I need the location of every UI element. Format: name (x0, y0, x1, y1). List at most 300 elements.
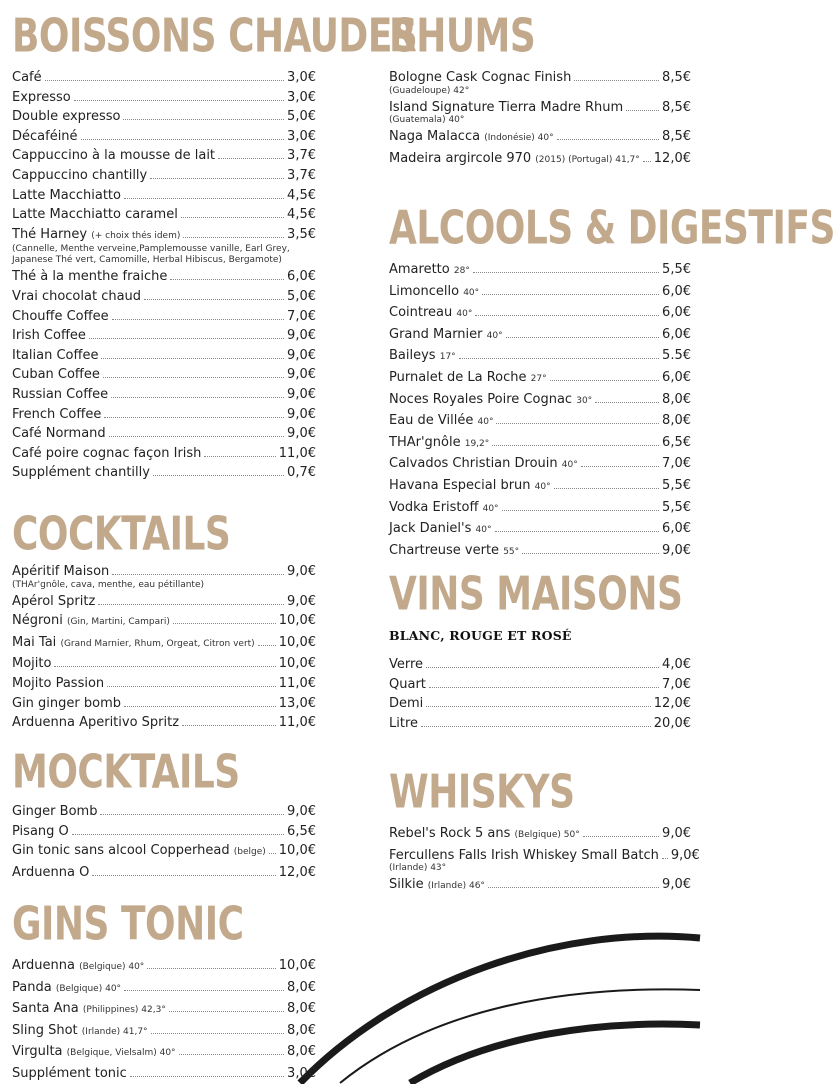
item-name-text: Noces Royales Poire Cognac (389, 391, 573, 407)
menu-item-row (389, 714, 691, 734)
dot-leader (183, 236, 284, 238)
item-name-text: Vodka Eristoff (389, 499, 479, 515)
item-name (389, 655, 423, 675)
item-price: 12,0€ (653, 696, 691, 712)
item-name-text: Pisang O (12, 823, 69, 839)
dot-leader (45, 79, 284, 81)
menu-item-row (12, 1064, 316, 1084)
item-name-text: Mojito (12, 656, 52, 672)
item-price: 3,7€ (287, 167, 316, 183)
item-name (12, 186, 121, 206)
dot-leader (429, 686, 659, 688)
menu-item-row (12, 267, 316, 287)
item-price: 3,7€ (287, 148, 316, 164)
menu-item-row (12, 365, 316, 385)
item-name (12, 287, 141, 307)
item-note: (Indonésie) 40° (484, 133, 554, 144)
dot-leader (473, 271, 659, 273)
dot-leader (100, 813, 284, 815)
menu-item-row (12, 978, 316, 1000)
menu-item-row (389, 875, 691, 897)
item-name (12, 822, 69, 842)
menu-item (12, 999, 316, 1021)
menu-item-row (12, 405, 316, 425)
item-price: 9,0€ (287, 347, 316, 363)
item-name (12, 424, 106, 444)
menu-item (389, 411, 691, 433)
menu-item (12, 346, 316, 366)
item-list (12, 802, 316, 882)
item-note: (Philippines) 42,3° (82, 1005, 166, 1016)
item-name (389, 824, 580, 846)
dot-leader (495, 530, 660, 532)
menu-item (389, 68, 691, 97)
item-name (389, 325, 503, 347)
item-name-text: Chouffe Coffee (12, 308, 109, 324)
menu-item (12, 822, 316, 842)
menu-item-row (389, 694, 691, 714)
item-price: 9,0€ (662, 877, 691, 893)
item-price: 8,0€ (287, 1044, 316, 1060)
menu-item (12, 713, 316, 733)
dot-leader (54, 665, 275, 667)
menu-item-row (12, 225, 316, 247)
item-name-text: Jack Daniel's (389, 521, 472, 537)
menu-item-row (12, 166, 316, 186)
menu-item-row (389, 390, 691, 412)
item-note: 40° (477, 417, 494, 428)
dot-leader (550, 379, 659, 381)
item-name-text: Virgulta (12, 1044, 63, 1060)
item-price: 8,0€ (287, 1022, 316, 1038)
item-price: 9,0€ (287, 328, 316, 344)
dot-leader (269, 852, 276, 854)
item-name-text: Havana Especial brun (389, 477, 531, 493)
item-name (389, 476, 551, 498)
menu-item (12, 674, 316, 694)
menu-item-row (389, 655, 691, 675)
menu-item (389, 541, 691, 563)
item-list (389, 260, 691, 562)
item-note: (Irlande) 41,7° (81, 1026, 148, 1037)
item-name (389, 411, 493, 433)
dot-leader (72, 833, 284, 835)
item-name (12, 694, 121, 714)
item-name-text: Négroni (12, 613, 63, 629)
dot-leader (124, 197, 284, 199)
item-name-text: Calvados Christian Drouin (389, 456, 558, 472)
item-price: 4,0€ (662, 657, 691, 672)
dot-leader (101, 357, 284, 359)
item-name (12, 1021, 148, 1043)
menu-item (12, 1021, 316, 1043)
item-price: 13,0€ (278, 695, 316, 711)
item-price: 6,0€ (287, 269, 316, 285)
item-name-text: Grand Marnier (389, 326, 483, 342)
item-name-text: Supplément tonic (12, 1065, 127, 1081)
section-title: WHISKYS (389, 766, 575, 819)
menu-item-row (12, 654, 316, 674)
menu-item (389, 875, 691, 897)
item-price: 5.5€ (662, 348, 691, 364)
dot-leader (107, 685, 276, 687)
item-name-text: Arduenna (12, 958, 75, 973)
item-name (389, 498, 499, 520)
dot-leader (496, 422, 659, 424)
menu-item (389, 846, 700, 875)
item-price: 11,0€ (278, 675, 316, 691)
menu-item-row (389, 303, 691, 325)
item-name-text: Décaféiné (12, 128, 78, 144)
dot-leader (111, 396, 284, 398)
item-name-text: Eau de Villée (389, 413, 474, 429)
item-price: 3,0€ (287, 89, 316, 105)
item-name (12, 978, 121, 1000)
item-note: 40° (486, 330, 503, 341)
menu-item-row (12, 1042, 316, 1064)
item-note: (+ choix thés idem) (91, 230, 181, 241)
item-name-text: Cappuccino à la mousse de lait (12, 148, 216, 164)
item-name (12, 633, 255, 655)
menu-item (12, 225, 316, 267)
menu-item-row (12, 205, 316, 225)
item-note: 27° (530, 373, 547, 384)
item-name (389, 675, 426, 695)
dot-leader (98, 603, 284, 605)
dot-leader (626, 109, 659, 111)
item-name-text: Gin tonic sans alcool Copperhead (12, 843, 230, 859)
item-name-text: Double expresso (12, 109, 121, 125)
menu-item-row (389, 411, 691, 433)
item-name-text: Limoncello (389, 283, 460, 299)
menu-item-row (389, 476, 691, 498)
item-name (389, 346, 456, 368)
menu-item (12, 592, 316, 612)
item-name (12, 365, 100, 385)
dot-leader (169, 1010, 284, 1012)
item-price: 11,0€ (278, 445, 316, 461)
item-note: (Gin, Martini, Campari) (66, 617, 170, 628)
item-name-text: Cuban Coffee (12, 367, 100, 383)
item-note: 55° (503, 546, 520, 557)
item-price: 8,0€ (662, 391, 691, 407)
item-name-text: Latte Macchiatto (12, 187, 121, 203)
item-name-text: Mojito Passion (12, 675, 105, 691)
menu-item-row (389, 541, 691, 563)
menu-item (389, 454, 691, 476)
item-name (389, 149, 640, 171)
menu-item (12, 841, 316, 863)
dot-leader (581, 465, 659, 467)
menu-item (389, 675, 691, 695)
menu-item (12, 956, 316, 978)
item-name (12, 841, 266, 863)
dot-leader (179, 1053, 284, 1055)
item-name-text: Gin ginger bomb (12, 695, 122, 711)
item-price: 5,5€ (662, 477, 691, 493)
item-note: (Belgique) 40° (79, 962, 145, 972)
item-price: 3,0€ (287, 1065, 316, 1081)
item-name (12, 225, 180, 247)
dot-leader (170, 278, 284, 280)
item-price: 11,0€ (278, 715, 316, 731)
menu-item-row (12, 592, 316, 612)
item-name-text: Apéritif Maison (12, 564, 110, 579)
item-name-text: Rebel's Rock 5 ans (389, 826, 511, 841)
item-note: (Irlande) 46° (427, 881, 485, 892)
item-name (389, 433, 489, 455)
dot-leader (475, 314, 659, 316)
menu-item-row (12, 611, 316, 633)
item-name (12, 205, 178, 225)
item-price: 10,0€ (278, 634, 316, 650)
menu-item-row (389, 127, 691, 149)
menu-item-row (389, 282, 691, 304)
dot-leader (130, 1075, 284, 1077)
item-price: 4,5€ (287, 207, 316, 223)
item-name-text: Ginger Bomb (12, 804, 98, 819)
menu-item (389, 433, 691, 455)
item-price: 8,5€ (662, 99, 691, 115)
item-price: 10,0€ (278, 613, 316, 629)
dot-leader (426, 705, 650, 707)
item-price: 4,5€ (287, 187, 316, 203)
item-name (12, 1064, 127, 1084)
item-price: 6,5€ (662, 434, 691, 450)
menu-item-row (389, 346, 691, 368)
dot-leader (595, 401, 659, 403)
item-note: 17° (439, 352, 456, 363)
section-cocktails (12, 508, 316, 733)
menu-item (389, 498, 691, 520)
menu-item (389, 476, 691, 498)
item-list (12, 68, 316, 483)
menu-item-row (389, 149, 691, 171)
dot-leader (204, 455, 275, 457)
item-price: 10,0€ (278, 958, 316, 973)
item-note: 40° (456, 309, 473, 320)
menu-item (12, 365, 316, 385)
item-price: 20,0€ (653, 715, 691, 731)
item-name (12, 999, 166, 1021)
menu-item-row (12, 326, 316, 346)
item-price: 9,0€ (287, 406, 316, 422)
item-name (389, 282, 479, 304)
item-name-text: Santa Ana (12, 1001, 79, 1017)
menu-item (12, 326, 316, 346)
item-price: 8,5€ (662, 70, 691, 85)
item-price: 9,0€ (287, 593, 316, 609)
menu-item-row (12, 307, 316, 327)
dot-leader (150, 177, 284, 179)
menu-item (389, 694, 691, 714)
item-list (12, 956, 316, 1084)
menu-item (12, 1064, 316, 1084)
item-name-text: Chartreuse verte (389, 542, 500, 558)
dot-leader (643, 160, 651, 162)
item-name-text: Arduenna O (12, 864, 90, 880)
item-name-text: Supplément chantilly (12, 465, 150, 481)
item-name-text: Quart (389, 676, 426, 692)
section-whiskys (389, 766, 700, 897)
item-name-text: Café poire cognac façon Irish (12, 445, 202, 461)
item-note: (Belgique) 50° (514, 830, 580, 840)
item-name (389, 519, 492, 541)
item-name (12, 107, 120, 127)
item-name-text: Purnalet de La Roche (389, 369, 527, 385)
item-price: 9,0€ (287, 386, 316, 402)
menu-item-row (12, 863, 316, 883)
dot-leader (426, 666, 659, 668)
item-name-text: Apérol Spritz (12, 593, 96, 609)
item-price: 6,0€ (662, 283, 691, 299)
menu-item (12, 107, 316, 127)
menu-item-row (389, 454, 691, 476)
menu-item (389, 149, 691, 171)
dot-leader (74, 99, 284, 101)
item-name (12, 611, 170, 633)
item-note: (belge) (233, 847, 266, 858)
item-note: (Belgique) 40° (55, 983, 122, 994)
item-name (12, 267, 167, 287)
item-name (12, 654, 51, 674)
item-name-text: Cointreau (389, 305, 453, 321)
item-list (389, 824, 700, 897)
item-name (12, 1042, 176, 1064)
menu-item-row (12, 444, 316, 464)
dot-leader (81, 138, 285, 140)
section-title: RHUMS (389, 10, 536, 63)
menu-item (12, 405, 316, 425)
menu-item (12, 694, 316, 714)
menu-item-row (12, 107, 316, 127)
menu-item-row (12, 822, 316, 842)
item-note: 40° (482, 503, 499, 514)
menu-item (12, 802, 316, 822)
item-price: 9,0€ (662, 542, 691, 558)
dot-leader (112, 318, 284, 320)
dot-leader (258, 644, 276, 646)
item-price: 7,0€ (662, 676, 691, 692)
menu-item-row (12, 802, 316, 822)
item-name (12, 405, 101, 425)
menu-item-row (12, 674, 316, 694)
item-name-text: Café (12, 70, 42, 85)
menu-item-row (12, 186, 316, 206)
item-name-text: Sling Shot (12, 1022, 78, 1038)
menu-item (12, 1042, 316, 1064)
item-name (389, 368, 547, 390)
menu-item-row (389, 519, 691, 541)
dot-leader (103, 376, 284, 378)
item-name (389, 541, 519, 563)
item-price: 9,0€ (287, 367, 316, 383)
item-name-text: Thé Harney (12, 226, 88, 242)
menu-item (12, 633, 316, 655)
item-name (12, 444, 201, 464)
item-name-text: Fercullens Falls Irish Whiskey Small Batch (389, 847, 659, 863)
menu-item (389, 303, 691, 325)
dot-leader (502, 509, 660, 511)
item-name-text: Litre (389, 715, 419, 731)
item-name-text: Island Signature Tierra Madre Rhum (389, 99, 624, 115)
menu-item (12, 424, 316, 444)
menu-item (12, 611, 316, 633)
item-name (12, 307, 109, 327)
menu-item-row (389, 675, 691, 695)
menu-item (12, 978, 316, 1000)
dot-leader (153, 474, 284, 476)
item-price: 6,5€ (287, 823, 316, 839)
item-price: 7,0€ (287, 308, 316, 324)
menu-item (389, 655, 691, 675)
item-price: 0,7€ (287, 465, 316, 481)
item-name-text: Bologne Cask Cognac Finish (389, 70, 572, 85)
dot-leader (144, 298, 284, 300)
section-title: VINS MAISONS (389, 568, 683, 621)
menu-item-row (389, 433, 691, 455)
menu-item-row (12, 88, 316, 108)
menu-item-row (12, 346, 316, 366)
item-name (12, 802, 97, 822)
item-price: 8,0€ (662, 413, 691, 429)
menu-item-row (12, 127, 316, 147)
item-name (389, 390, 592, 412)
item-price: 5,5€ (662, 499, 691, 515)
section-vins-maisons (389, 568, 691, 733)
menu-item-row (12, 999, 316, 1021)
item-price: 9,0€ (287, 564, 316, 579)
menu-item-row (12, 841, 316, 863)
item-name-text: Arduenna Aperitivo Spritz (12, 715, 180, 731)
menu-item (12, 186, 316, 206)
section-title: ALCOOLS & DIGESTIFS (389, 202, 835, 255)
item-name-text: Russian Coffee (12, 386, 109, 402)
item-name (389, 260, 470, 282)
section-title: BOISSONS CHAUDES (12, 10, 418, 63)
dot-leader (89, 337, 284, 339)
menu-item (12, 654, 316, 674)
item-price: 9,0€ (670, 847, 700, 863)
item-name (12, 956, 144, 978)
item-list (389, 68, 691, 170)
dot-leader (109, 435, 284, 437)
dot-leader (557, 138, 659, 140)
item-description: (Guadeloupe) 42° (389, 85, 470, 96)
menu-item (12, 267, 316, 287)
dot-leader (112, 573, 284, 575)
section-mocktails (12, 746, 316, 882)
dot-leader (151, 1032, 285, 1034)
item-description: (THAr'gnôle, cava, menthe, eau pétillante) (12, 579, 205, 590)
menu-item-row (389, 498, 691, 520)
item-name (12, 592, 95, 612)
item-name-text: Verre (389, 657, 424, 672)
menu-item (12, 205, 316, 225)
dot-leader (147, 967, 275, 969)
dot-leader (92, 874, 275, 876)
menu-item (389, 282, 691, 304)
item-name (12, 385, 108, 405)
menu-item (12, 88, 316, 108)
item-note: 19,2° (464, 438, 490, 449)
section-subtitle: BLANC, ROUGE ET ROSÉ (389, 628, 572, 643)
menu-item (12, 463, 316, 483)
menu-item (389, 390, 691, 412)
item-description: (Cannelle, Menthe verveine,Pamplemousse vanille, Earl Grey, Japanese Thé vert, Camomille, Herbal Hibiscus, Bergamote) (12, 244, 290, 266)
item-price: 5,0€ (287, 109, 316, 125)
menu-item-row (12, 68, 316, 88)
